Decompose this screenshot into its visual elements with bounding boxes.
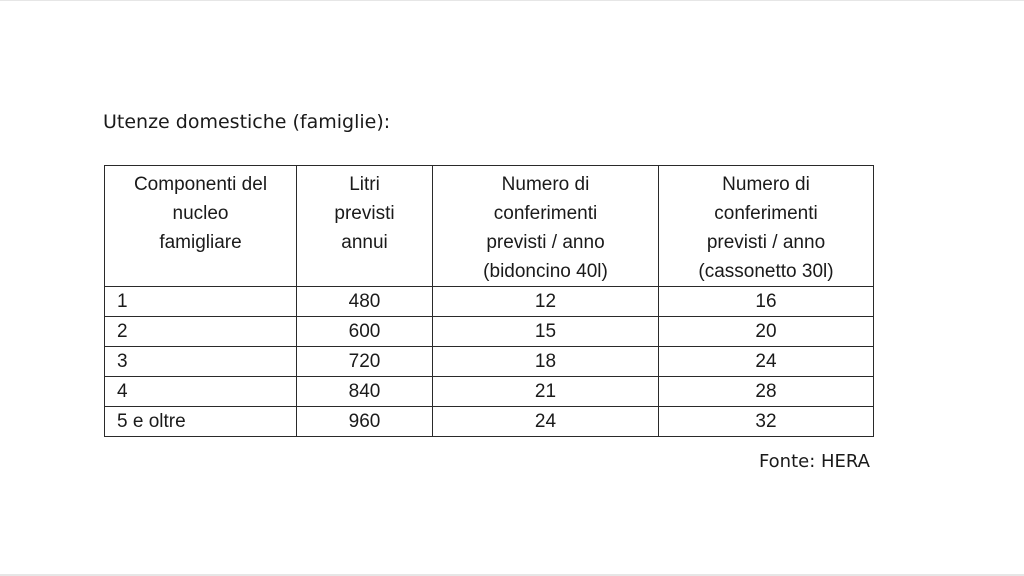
header-line: (cassonetto 30l) [698,261,834,282]
household-waste-table [104,165,874,437]
cell-liters: 960 [297,407,433,437]
header-line: Litri [349,174,380,195]
table-row [105,347,874,377]
cell-container-30l: 28 [659,377,874,407]
cell-liters: 480 [297,287,433,317]
table-row [105,287,874,317]
header-line: previsti / anno [706,232,826,253]
cell-container-30l: 32 [659,407,874,437]
table-row [105,407,874,437]
cell-bin-40l: 24 [433,407,659,437]
header-liters [297,166,433,287]
header-line: previsti [334,203,395,224]
cell-liters: 720 [297,347,433,377]
cell-liters: 840 [297,377,433,407]
header-line: Numero di [501,174,590,195]
header-line: nucleo [172,203,229,224]
header-components [105,166,297,287]
header-row [105,166,874,287]
cell-components: 3 [105,347,297,377]
table-row [105,317,874,347]
cell-bin-40l: 21 [433,377,659,407]
cell-bin-40l: 18 [433,347,659,377]
cell-container-30l: 16 [659,287,874,317]
cell-bin-40l: 12 [433,287,659,317]
table-row [105,377,874,407]
header-line: famigliare [159,232,242,253]
cell-components: 4 [105,377,297,407]
cell-liters: 600 [297,317,433,347]
source-note: Fonte: HERA [758,451,870,472]
header-line: conferimenti [714,203,818,224]
cell-container-30l: 24 [659,347,874,377]
header-line: Componenti del [133,174,268,195]
cell-components: 1 [105,287,297,317]
top-divider [0,0,1024,1]
cell-container-30l: 20 [659,317,874,347]
cell-components: 5 e oltre [105,407,297,437]
page-heading: Utenze domestiche (famiglie): [103,111,391,133]
header-line: Numero di [722,174,810,195]
header-line: previsti / anno [486,232,605,253]
header-line: (bidoncino 40l) [483,261,608,282]
header-container-30l [659,166,874,287]
header-bin-40l [433,166,659,287]
header-line: conferimenti [493,203,598,224]
cell-components: 2 [105,317,297,347]
header-line: annui [341,232,388,253]
cell-bin-40l: 15 [433,317,659,347]
